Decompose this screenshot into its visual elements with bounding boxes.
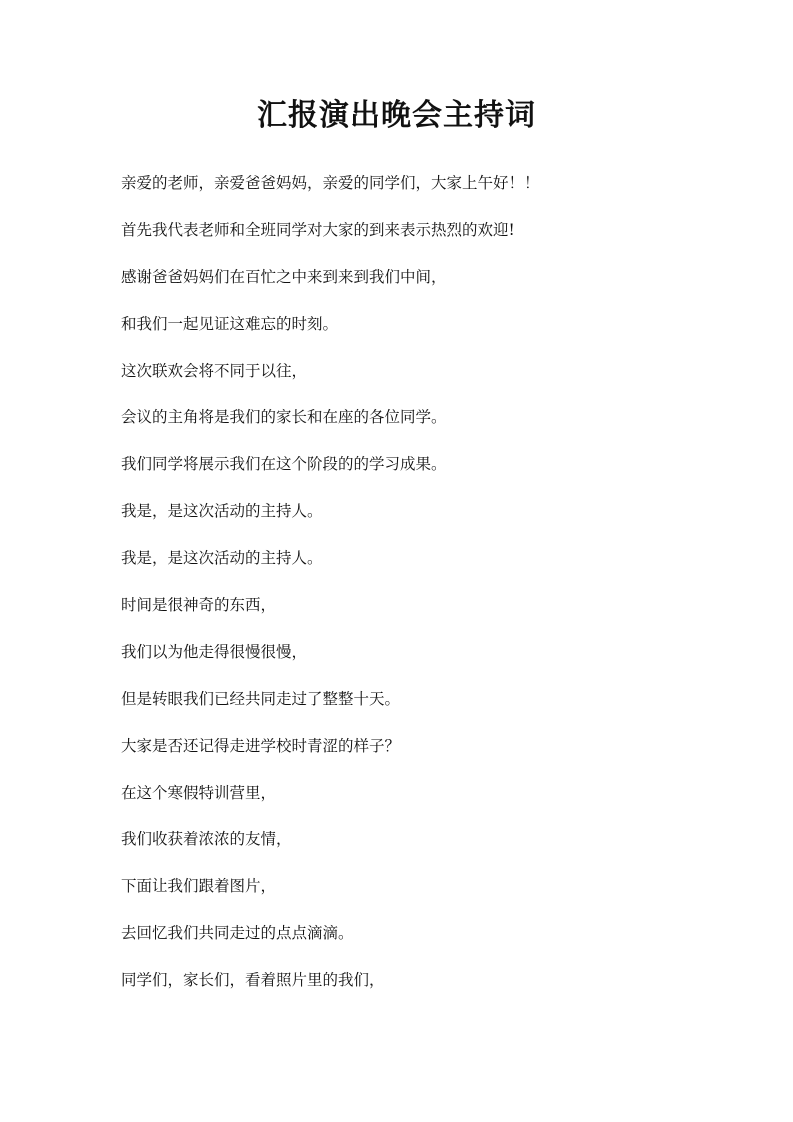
- text-line: 我是，是这次活动的主持人。: [121, 549, 323, 568]
- text-line: 和我们一起见证这难忘的时刻。: [121, 314, 339, 333]
- text-line: 但是转眼我们已经共同走过了整整十天。: [121, 689, 401, 708]
- text-line: 大家是否还记得走进学校时青涩的样子？: [121, 736, 401, 755]
- text-line: 去回忆我们共同走过的点点滴滴。: [121, 924, 354, 943]
- document-body: [121, 171, 681, 1015]
- text-line: 在这个寒假特训营里，: [121, 783, 277, 802]
- text-line: 首先我代表老师和全班同学对大家的到来表示热烈的欢迎!: [121, 220, 515, 239]
- text-line: 我是，是这次活动的主持人。: [121, 502, 323, 521]
- text-line: 同学们，家长们，看着照片里的我们，: [121, 971, 385, 990]
- text-line: 时间是很神奇的东西，: [121, 596, 277, 615]
- text-line: 这次联欢会将不同于以往，: [121, 361, 308, 380]
- text-line: 我们以为他走得很慢很慢，: [121, 642, 308, 661]
- text-line: 会议的主角将是我们的家长和在座的各位同学。: [121, 408, 447, 427]
- text-line: 亲爱的老师，亲爱爸爸妈妈，亲爱的同学们，大家上午好！！: [121, 174, 540, 192]
- document-title: 汇报演出晚会主持词: [257, 98, 536, 133]
- text-line: 我们同学将展示我们在这个阶段的的学习成果。: [121, 455, 447, 474]
- text-line: 感谢爸爸妈妈们在百忙之中来到来到我们中间，: [121, 267, 447, 286]
- text-line: 下面让我们跟着图片，: [121, 877, 277, 896]
- text-line: 我们收获着浓浓的友情，: [121, 830, 292, 849]
